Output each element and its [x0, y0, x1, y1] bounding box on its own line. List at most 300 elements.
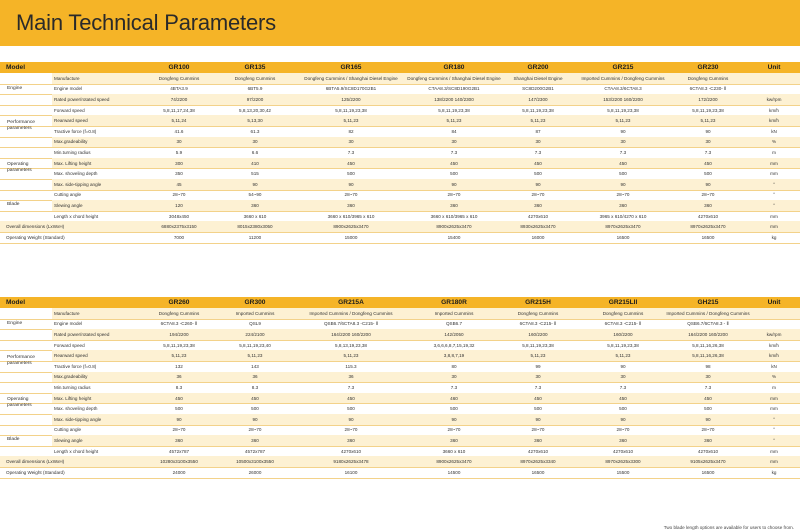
table-row	[0, 94, 800, 105]
model-name: GR300	[244, 299, 266, 306]
model-name: GR165	[340, 64, 362, 71]
value-cell: 97/2200	[246, 96, 264, 102]
value-cell: 7.3	[619, 149, 627, 155]
table-row	[0, 84, 800, 95]
value-cell: CTAA8.3/SC8D190G2B1	[428, 86, 480, 92]
group-label: Engine	[7, 85, 23, 91]
value-cell: 8970x2625x3470	[605, 224, 641, 230]
unit-cell: %	[771, 139, 777, 145]
value-cell: 30	[705, 139, 711, 145]
unit-cell: mm	[770, 448, 778, 454]
value-cell: 28~70	[344, 427, 358, 433]
value-cell: 450	[534, 160, 542, 166]
value-cell: 500	[534, 171, 542, 177]
value-cell: 74/2200	[170, 96, 188, 102]
value-cell: 4572x787	[244, 448, 266, 454]
value-cell: 120	[175, 202, 183, 208]
unit-cell: m	[772, 384, 776, 390]
value-cell: 7.3	[534, 149, 542, 155]
param-label: Rearward speed	[54, 353, 88, 359]
value-cell: 16500	[616, 235, 630, 241]
row-divider	[0, 243, 800, 244]
value-cell: Dongfeng Cummins	[602, 310, 644, 316]
param-label: Min.turning radius	[54, 149, 91, 155]
value-cell: 7.3	[347, 149, 355, 155]
table-row	[0, 361, 800, 372]
unit-cell: mm	[770, 160, 778, 166]
value-cell: 41.6	[174, 128, 184, 134]
value-cell: 16000	[531, 235, 545, 241]
value-cell: 6BT5.9	[247, 86, 263, 92]
value-cell: 500	[704, 406, 712, 412]
value-cell: CTAA8.3/6CTA8.3	[604, 86, 642, 92]
value-cell: 360	[619, 437, 627, 443]
value-cell: 3,6,6,6,8,7,15,19,32	[433, 342, 475, 348]
value-cell: 450	[619, 160, 627, 166]
header-row	[0, 62, 800, 73]
unit-cell: mm	[770, 406, 778, 412]
value-cell: 125/2200	[341, 96, 361, 102]
value-cell: 90	[176, 416, 182, 422]
value-cell: 5,8,11,19,23,38	[692, 107, 724, 113]
footnote: Two blade length options are available for users to choose from.	[663, 525, 794, 530]
value-cell: 16500	[531, 470, 545, 476]
param-label: Manufacture	[54, 310, 80, 316]
value-cell: 15500	[616, 470, 630, 476]
value-cell: 360	[251, 437, 259, 443]
value-cell: 450	[704, 160, 712, 166]
value-cell: 7.3	[619, 384, 627, 390]
value-cell: 8.3	[175, 384, 183, 390]
model-name: GR200	[527, 64, 549, 71]
param-label: Tractive force (f=0.8)	[54, 363, 97, 369]
table-row	[0, 425, 800, 436]
value-cell: 87	[535, 128, 541, 134]
value-cell: 61.3	[250, 128, 260, 134]
value-cell: 6CTA8.3 -C260- Ⅱ	[160, 320, 198, 326]
title-banner	[0, 0, 800, 46]
value-cell: Dongfeng Cummins	[517, 310, 559, 316]
model-name: GR215A	[338, 299, 364, 306]
value-cell: Dongfeng Cummins / Shanghai Diesel Engine	[407, 75, 501, 81]
value-cell: 500	[619, 406, 627, 412]
unit-cell: mm	[770, 395, 778, 401]
value-cell: 8970x2625x3470	[690, 224, 726, 230]
value-cell: 8970x2625x3340	[520, 459, 556, 465]
value-cell: 360	[534, 202, 542, 208]
value-cell: 90	[705, 416, 711, 422]
value-cell: 11200	[248, 235, 262, 241]
value-cell: 5,11,23	[247, 353, 263, 359]
value-cell: 500	[450, 406, 458, 412]
param-label: Slewing angle	[54, 437, 83, 443]
value-cell: 28~70	[344, 192, 358, 198]
table-row	[0, 168, 800, 179]
value-cell: 10280x3100x3550	[160, 459, 198, 465]
value-cell: 7.3	[450, 384, 458, 390]
param-label: Length x chord height	[54, 448, 99, 454]
value-cell: 8900x2625x3470	[333, 224, 369, 230]
value-cell: 28~70	[531, 192, 545, 198]
value-cell: 26000	[248, 470, 262, 476]
value-cell: 360	[175, 437, 183, 443]
value-cell: 5.9	[175, 149, 183, 155]
value-cell: 450	[450, 160, 458, 166]
value-cell: 5,13,30	[247, 118, 263, 124]
value-cell: 500	[704, 171, 712, 177]
value-cell: Imported Cummins / Dongfeng Cummins	[309, 310, 393, 316]
value-cell: Shanghai Diesel Engine	[513, 75, 563, 81]
table-row	[0, 446, 800, 457]
param-label: Min.turning radius	[54, 384, 91, 390]
row-divider	[0, 478, 800, 479]
value-cell: 30	[348, 139, 354, 145]
value-cell: 160/2200	[613, 331, 633, 337]
value-cell: 172/2200	[698, 96, 718, 102]
table-row	[0, 382, 800, 393]
table-row	[0, 329, 800, 340]
model-name: GR180	[443, 64, 465, 71]
model-name: GR230	[697, 64, 719, 71]
value-cell: 360	[704, 437, 712, 443]
unit-cell: km/h	[769, 118, 779, 124]
value-cell: 28~70	[701, 427, 715, 433]
value-cell: QSB6.7	[445, 321, 463, 327]
value-cell: 153/2200 160/2200	[603, 96, 643, 102]
param-label: Rated power/rotated speed	[54, 96, 110, 102]
value-cell: 515	[251, 171, 259, 177]
param-label: Max. Lifting height	[54, 395, 92, 401]
param-label: Overall dimensions (LxWxH)	[6, 224, 65, 230]
value-cell: 5,8,11,19,23,38	[607, 342, 639, 348]
param-label: Engine model	[54, 86, 83, 92]
value-cell: 7.3	[704, 149, 712, 155]
unit-cell: km/h	[769, 353, 779, 359]
value-cell: 5,11,23	[171, 353, 187, 359]
param-label: Forward speed	[54, 107, 85, 113]
value-cell: 90	[348, 181, 354, 187]
param-label: Length x chord height	[54, 213, 99, 219]
table-row	[0, 393, 800, 404]
value-cell: 54~90	[248, 192, 262, 198]
value-cell: 36	[252, 374, 258, 380]
value-cell: 36	[348, 374, 354, 380]
value-cell: 90	[620, 128, 626, 134]
table-row	[0, 340, 800, 351]
value-cell: 450	[347, 160, 355, 166]
value-cell: 500	[251, 406, 259, 412]
value-cell: 90	[620, 181, 626, 187]
value-cell: 90	[705, 181, 711, 187]
value-cell: 360	[347, 437, 355, 443]
value-cell: 9180x2625x3478	[333, 459, 369, 465]
value-cell: 500	[175, 406, 183, 412]
value-cell: 5,8,13,19,23,38	[335, 342, 367, 348]
model-name: GR215H	[525, 299, 551, 306]
value-cell: 28~70	[616, 192, 630, 198]
value-cell: Imported Cummins	[235, 310, 275, 316]
value-cell: 500	[534, 406, 542, 412]
value-cell: 450	[347, 395, 355, 401]
table-row	[0, 137, 800, 148]
param-label: Operating Weight (Standard)	[6, 235, 65, 241]
value-cell: 90	[348, 416, 354, 422]
value-cell: 7.3	[704, 384, 712, 390]
unit-cell: km/h	[769, 107, 779, 113]
unit-cell: °	[773, 192, 775, 198]
value-cell: Dongfeng Cummins / Shanghai Diesel Engine	[304, 75, 398, 81]
footer-row	[0, 456, 800, 467]
value-cell: 3965 x 610/4270 x 610	[599, 213, 647, 219]
group-label: Performance parameters	[7, 354, 35, 366]
unit-cell	[748, 308, 800, 319]
value-cell: 4270x610	[697, 448, 719, 454]
value-cell: 99	[535, 363, 541, 369]
value-cell: 30	[620, 139, 626, 145]
value-cell: 3660 x 610/3965 x 610	[430, 213, 478, 219]
value-cell: 30	[176, 139, 182, 145]
footer-row	[0, 467, 800, 478]
value-cell: 30	[252, 139, 258, 145]
value-cell: 3660 x 610	[243, 213, 267, 219]
value-cell: 450	[704, 395, 712, 401]
value-cell: 500	[347, 406, 355, 412]
param-label: Max. Lifting height	[54, 160, 92, 166]
model-name: GR100	[168, 64, 190, 71]
value-cell: 90	[620, 416, 626, 422]
value-cell: 28~70	[172, 192, 186, 198]
param-label: Max.gradeability	[54, 374, 88, 380]
unit-cell: kg	[771, 235, 777, 241]
unit-cell	[748, 84, 800, 95]
value-cell: 90	[705, 128, 711, 134]
value-cell: 5,11,23	[343, 353, 359, 359]
model-label: Model	[6, 64, 26, 71]
group-label: Engine	[7, 320, 23, 326]
param-label: Operating Weight (Standard)	[6, 470, 65, 476]
table-row	[0, 147, 800, 158]
value-cell: 142/2050	[444, 331, 464, 337]
value-cell: 410	[251, 160, 259, 166]
value-cell: 360	[450, 202, 458, 208]
unit-cell: kN	[771, 128, 777, 134]
group-label: Operating parameters	[7, 162, 32, 174]
table-row	[0, 308, 800, 319]
param-label: Overall dimensions (LxWxH)	[6, 459, 65, 465]
value-cell: 500	[347, 171, 355, 177]
value-cell: SC8D200G2B1	[522, 86, 554, 92]
value-cell: 450	[175, 395, 183, 401]
unit-cell: mm	[770, 213, 778, 219]
value-cell: 4270x610	[340, 448, 362, 454]
value-cell: 5,8,11,19,23,40	[239, 342, 271, 348]
unit-cell: mm	[770, 224, 778, 230]
value-cell: 5,11,23	[700, 118, 716, 124]
table-row	[0, 372, 800, 383]
value-cell: 6CTA8.3 -C215- Ⅱ	[604, 320, 642, 326]
value-cell: 28~70	[447, 427, 461, 433]
value-cell: 90	[252, 181, 258, 187]
unit-label: Unit	[767, 64, 781, 71]
table-row	[0, 179, 800, 190]
header-row	[0, 297, 800, 308]
value-cell: 8970x2625x3300	[605, 459, 641, 465]
value-cell: 10500x3100x3550	[236, 459, 274, 465]
param-label: Tractive force (f=0.8)	[54, 128, 97, 134]
value-cell: 5,11,24	[171, 118, 187, 124]
table-row	[0, 73, 800, 84]
value-cell: 194/2200	[169, 331, 189, 337]
unit-cell: °	[773, 416, 775, 422]
value-cell: 4572x787	[168, 448, 190, 454]
model-name: GR260	[168, 299, 190, 306]
value-cell: 5,11,23	[615, 118, 631, 124]
value-cell: 7.3	[450, 149, 458, 155]
value-cell: 6CTA8.3 -C230- Ⅱ	[689, 85, 727, 91]
unit-cell: mm	[770, 171, 778, 177]
value-cell: 98	[705, 363, 711, 369]
footer-row	[0, 232, 800, 243]
value-cell: 360	[619, 202, 627, 208]
model-name: GH215	[697, 299, 719, 306]
value-cell: 30	[620, 374, 626, 380]
value-cell: 8930x2625x3470	[520, 224, 556, 230]
group-label: Operating parameters	[7, 397, 32, 409]
table-row	[0, 115, 800, 126]
value-cell: 5,8,11,16,26,38	[692, 353, 724, 359]
unit-cell: kN	[771, 363, 777, 369]
value-cell: 450	[619, 395, 627, 401]
unit-cell: %	[771, 374, 777, 380]
value-cell: 15000	[344, 235, 358, 241]
value-cell: 4270x610	[612, 448, 634, 454]
model-name: GR215LII	[608, 299, 638, 306]
value-cell: 5,8,11,19,23,38	[522, 107, 554, 113]
unit-cell: °	[773, 181, 775, 187]
model-name: GR180R	[441, 299, 467, 306]
unit-cell: kw/rpm	[766, 96, 782, 102]
param-label: Manufacture	[54, 75, 80, 81]
value-cell: 5,8,11,19,23,38	[522, 342, 554, 348]
group-label: Blade	[7, 437, 20, 443]
table-row	[0, 350, 800, 361]
value-cell: 5,11,23	[530, 353, 546, 359]
table-row	[0, 414, 800, 425]
value-cell: 30	[535, 139, 541, 145]
value-cell: 132	[175, 363, 183, 369]
table-row	[0, 319, 800, 330]
value-cell: 90	[535, 416, 541, 422]
value-cell: 90	[620, 363, 626, 369]
value-cell: 5,11,23	[343, 118, 359, 124]
value-cell: Imported Cummins / Dongfeng Cummins	[581, 75, 665, 81]
value-cell: Dongfeng Cummins	[687, 75, 729, 81]
value-cell: 160/2200	[528, 331, 548, 337]
value-cell: 138/2200 140/2300	[434, 96, 474, 102]
value-cell: QSL9	[249, 321, 261, 327]
table-row	[0, 126, 800, 137]
value-cell: QSB6.7/6CTA8.3 - Ⅱ	[687, 320, 729, 326]
param-label: Max. shoveling depth	[54, 171, 98, 177]
value-cell: 28~70	[701, 192, 715, 198]
table-row	[0, 211, 800, 222]
value-cell: 90	[451, 416, 457, 422]
value-cell: 90	[252, 416, 258, 422]
param-label: Max. shoveling depth	[54, 406, 98, 412]
value-cell: 6.6	[251, 149, 259, 155]
param-label: Max. side-tipping angle	[54, 181, 102, 187]
value-cell: 30	[451, 374, 457, 380]
value-cell: 4270x610	[697, 213, 719, 219]
table-row	[0, 403, 800, 414]
unit-cell: kw/rpm	[766, 331, 782, 337]
value-cell: 82	[348, 128, 354, 134]
value-cell: 300	[175, 160, 183, 166]
value-cell: 360	[347, 202, 355, 208]
param-label: Max.gradeability	[54, 139, 88, 145]
value-cell: 90	[451, 181, 457, 187]
unit-cell: °	[773, 427, 775, 433]
value-cell: 28~70	[616, 427, 630, 433]
group-label: Performance parameters	[7, 119, 35, 131]
unit-cell	[748, 73, 800, 84]
table-row	[0, 190, 800, 201]
value-cell: 36	[176, 374, 182, 380]
value-cell: 6CTA8.3 -C215- Ⅱ	[519, 320, 557, 326]
value-cell: 4270x610	[527, 213, 549, 219]
unit-cell: mm	[770, 459, 778, 465]
value-cell: 14500	[447, 470, 461, 476]
value-cell: 5,8,11,19,23,38	[607, 107, 639, 113]
param-label: Max. side-tipping angle	[54, 416, 102, 422]
value-cell: 5,8,11,19,23,38	[438, 107, 470, 113]
value-cell: 164/2200 160/2200	[688, 331, 728, 337]
value-cell: 360	[450, 437, 458, 443]
value-cell: 28~70	[248, 427, 262, 433]
value-cell: 224/2100	[245, 331, 265, 337]
value-cell: 4270x610	[527, 448, 549, 454]
value-cell: 3660 x 610	[442, 448, 466, 454]
unit-cell: °	[773, 437, 775, 443]
unit-cell: kg	[771, 470, 777, 476]
page-title: Main Technical Parameters	[16, 10, 276, 35]
value-cell: 5,11,23	[615, 353, 631, 359]
param-label: Rated power/rotated speed	[54, 331, 110, 337]
value-cell: Imported Cummins / Dongfeng Cummins	[666, 310, 750, 316]
value-cell: 6880x2375x3150	[161, 224, 197, 230]
value-cell: 450	[251, 395, 259, 401]
value-cell: 15400	[447, 235, 461, 241]
value-cell: 45	[176, 181, 182, 187]
value-cell: 360	[251, 202, 259, 208]
table-row	[0, 158, 800, 169]
value-cell: 5,11,23	[446, 118, 462, 124]
value-cell: 3048x450	[168, 213, 190, 219]
value-cell: Dongfeng Cummins	[158, 75, 200, 81]
value-cell: 6BTA5.9/SC8D170G2B1	[325, 86, 377, 92]
param-label: Cutting angle	[54, 192, 82, 198]
model-name: GR215	[612, 64, 634, 71]
value-cell: 8015x2380x3050	[237, 224, 273, 230]
value-cell: 8900x2625x3470	[436, 224, 472, 230]
value-cell: 143	[251, 363, 259, 369]
value-cell: 3660 x 610/3965 x 610	[327, 213, 375, 219]
value-cell: 16100	[344, 470, 358, 476]
value-cell: 80	[451, 363, 457, 369]
value-cell: 4BTA3.9	[170, 86, 188, 92]
value-cell: 5,8,11,17,24,38	[163, 107, 195, 113]
value-cell: 147/2300	[528, 96, 548, 102]
